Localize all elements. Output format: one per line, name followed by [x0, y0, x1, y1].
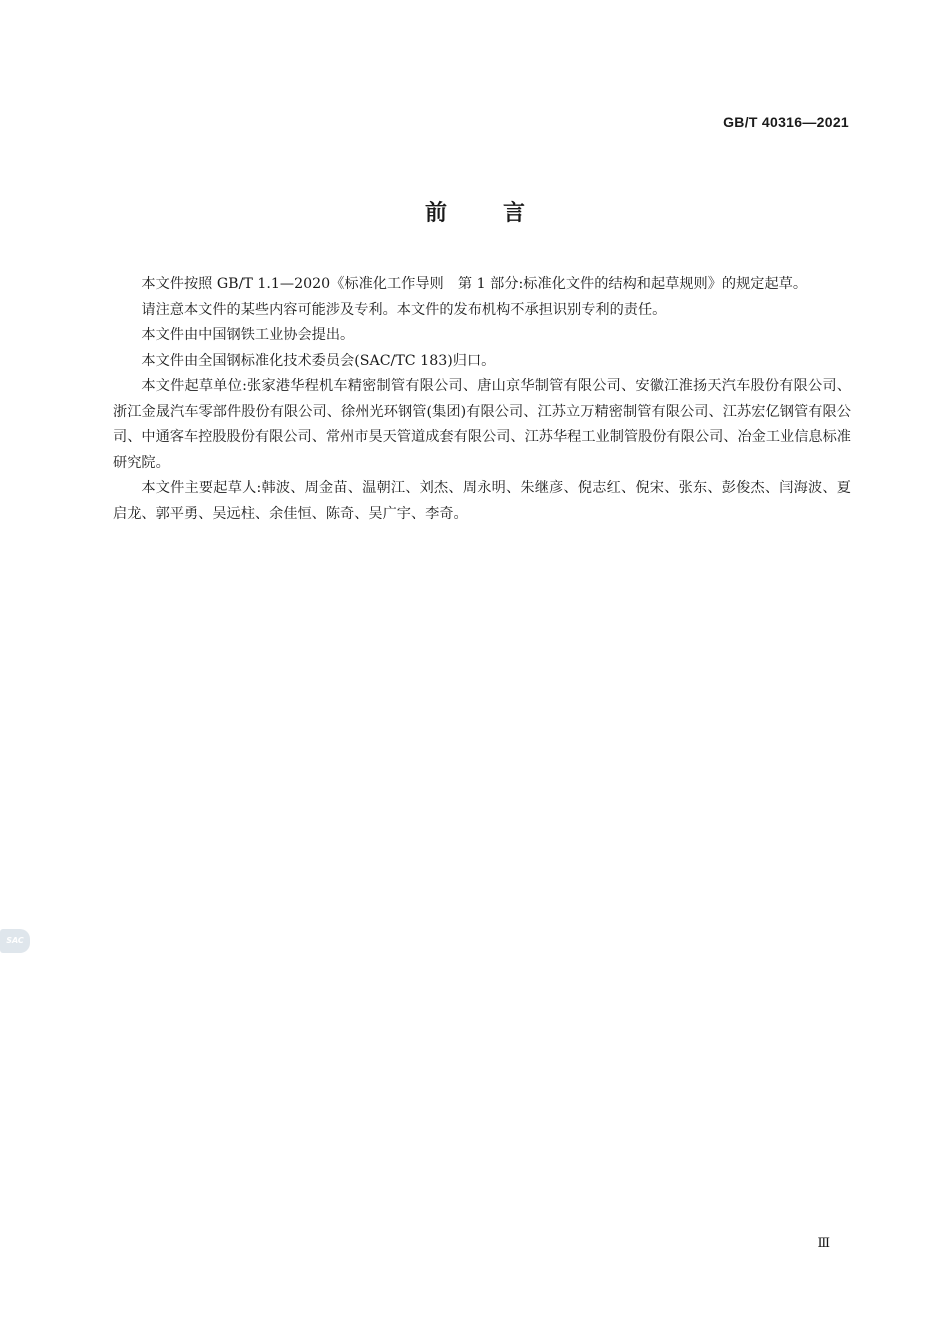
page-title: 前言 — [424, 201, 581, 226]
page-number: Ⅲ — [817, 1236, 830, 1251]
standard-number: GB/T 40316—2021 — [723, 114, 849, 130]
paragraph-patent-notice: 请注意本文件的某些内容可能涉及专利。本文件的发布机构不承担识别专利的责任。 — [141, 301, 667, 318]
paragraph-proposer: 本文件由中国钢铁工业协会提出。 — [141, 327, 355, 343]
foreword-body — [113, 272, 851, 527]
sac-watermark-logo: SAC — [0, 929, 30, 953]
paragraph-drafting-rules: 本文件按照 GB/T 1.1—2020《标准化工作导则 第 1 部分:标准化文件的结构和起草规则》的规定起草。 — [141, 276, 808, 292]
paragraph-technical-committee: 本文件由全国钢标准化技术委员会(SAC/TC 183)归口。 — [141, 352, 496, 369]
paragraph-drafting-units: 本文件起草单位:张家港华程机车精密制管有限公司、唐山京华制管有限公司、安徽江淮扬天汽车股份有限公司、浙江金晟汽车零部件股份有限公司、徐州光环钢管(集团)有限公司、江苏立万精密制管有限公司、江苏宏亿钢管有限公司、中通客车控股股份有限公司、常州市昊天管道成套有限公司、江苏华程工业制管股份有限公司、冶金工业信息标准研究院。 — [113, 378, 851, 471]
paragraph-main-drafters: 本文件主要起草人:韩波、周金苗、温朝江、刘杰、周永明、朱继彦、倪志红、倪宋、张东、彭俊杰、闫海波、夏启龙、郭平勇、吴远柱、余佳恒、陈奇、吴广宇、李奇。 — [113, 480, 851, 522]
